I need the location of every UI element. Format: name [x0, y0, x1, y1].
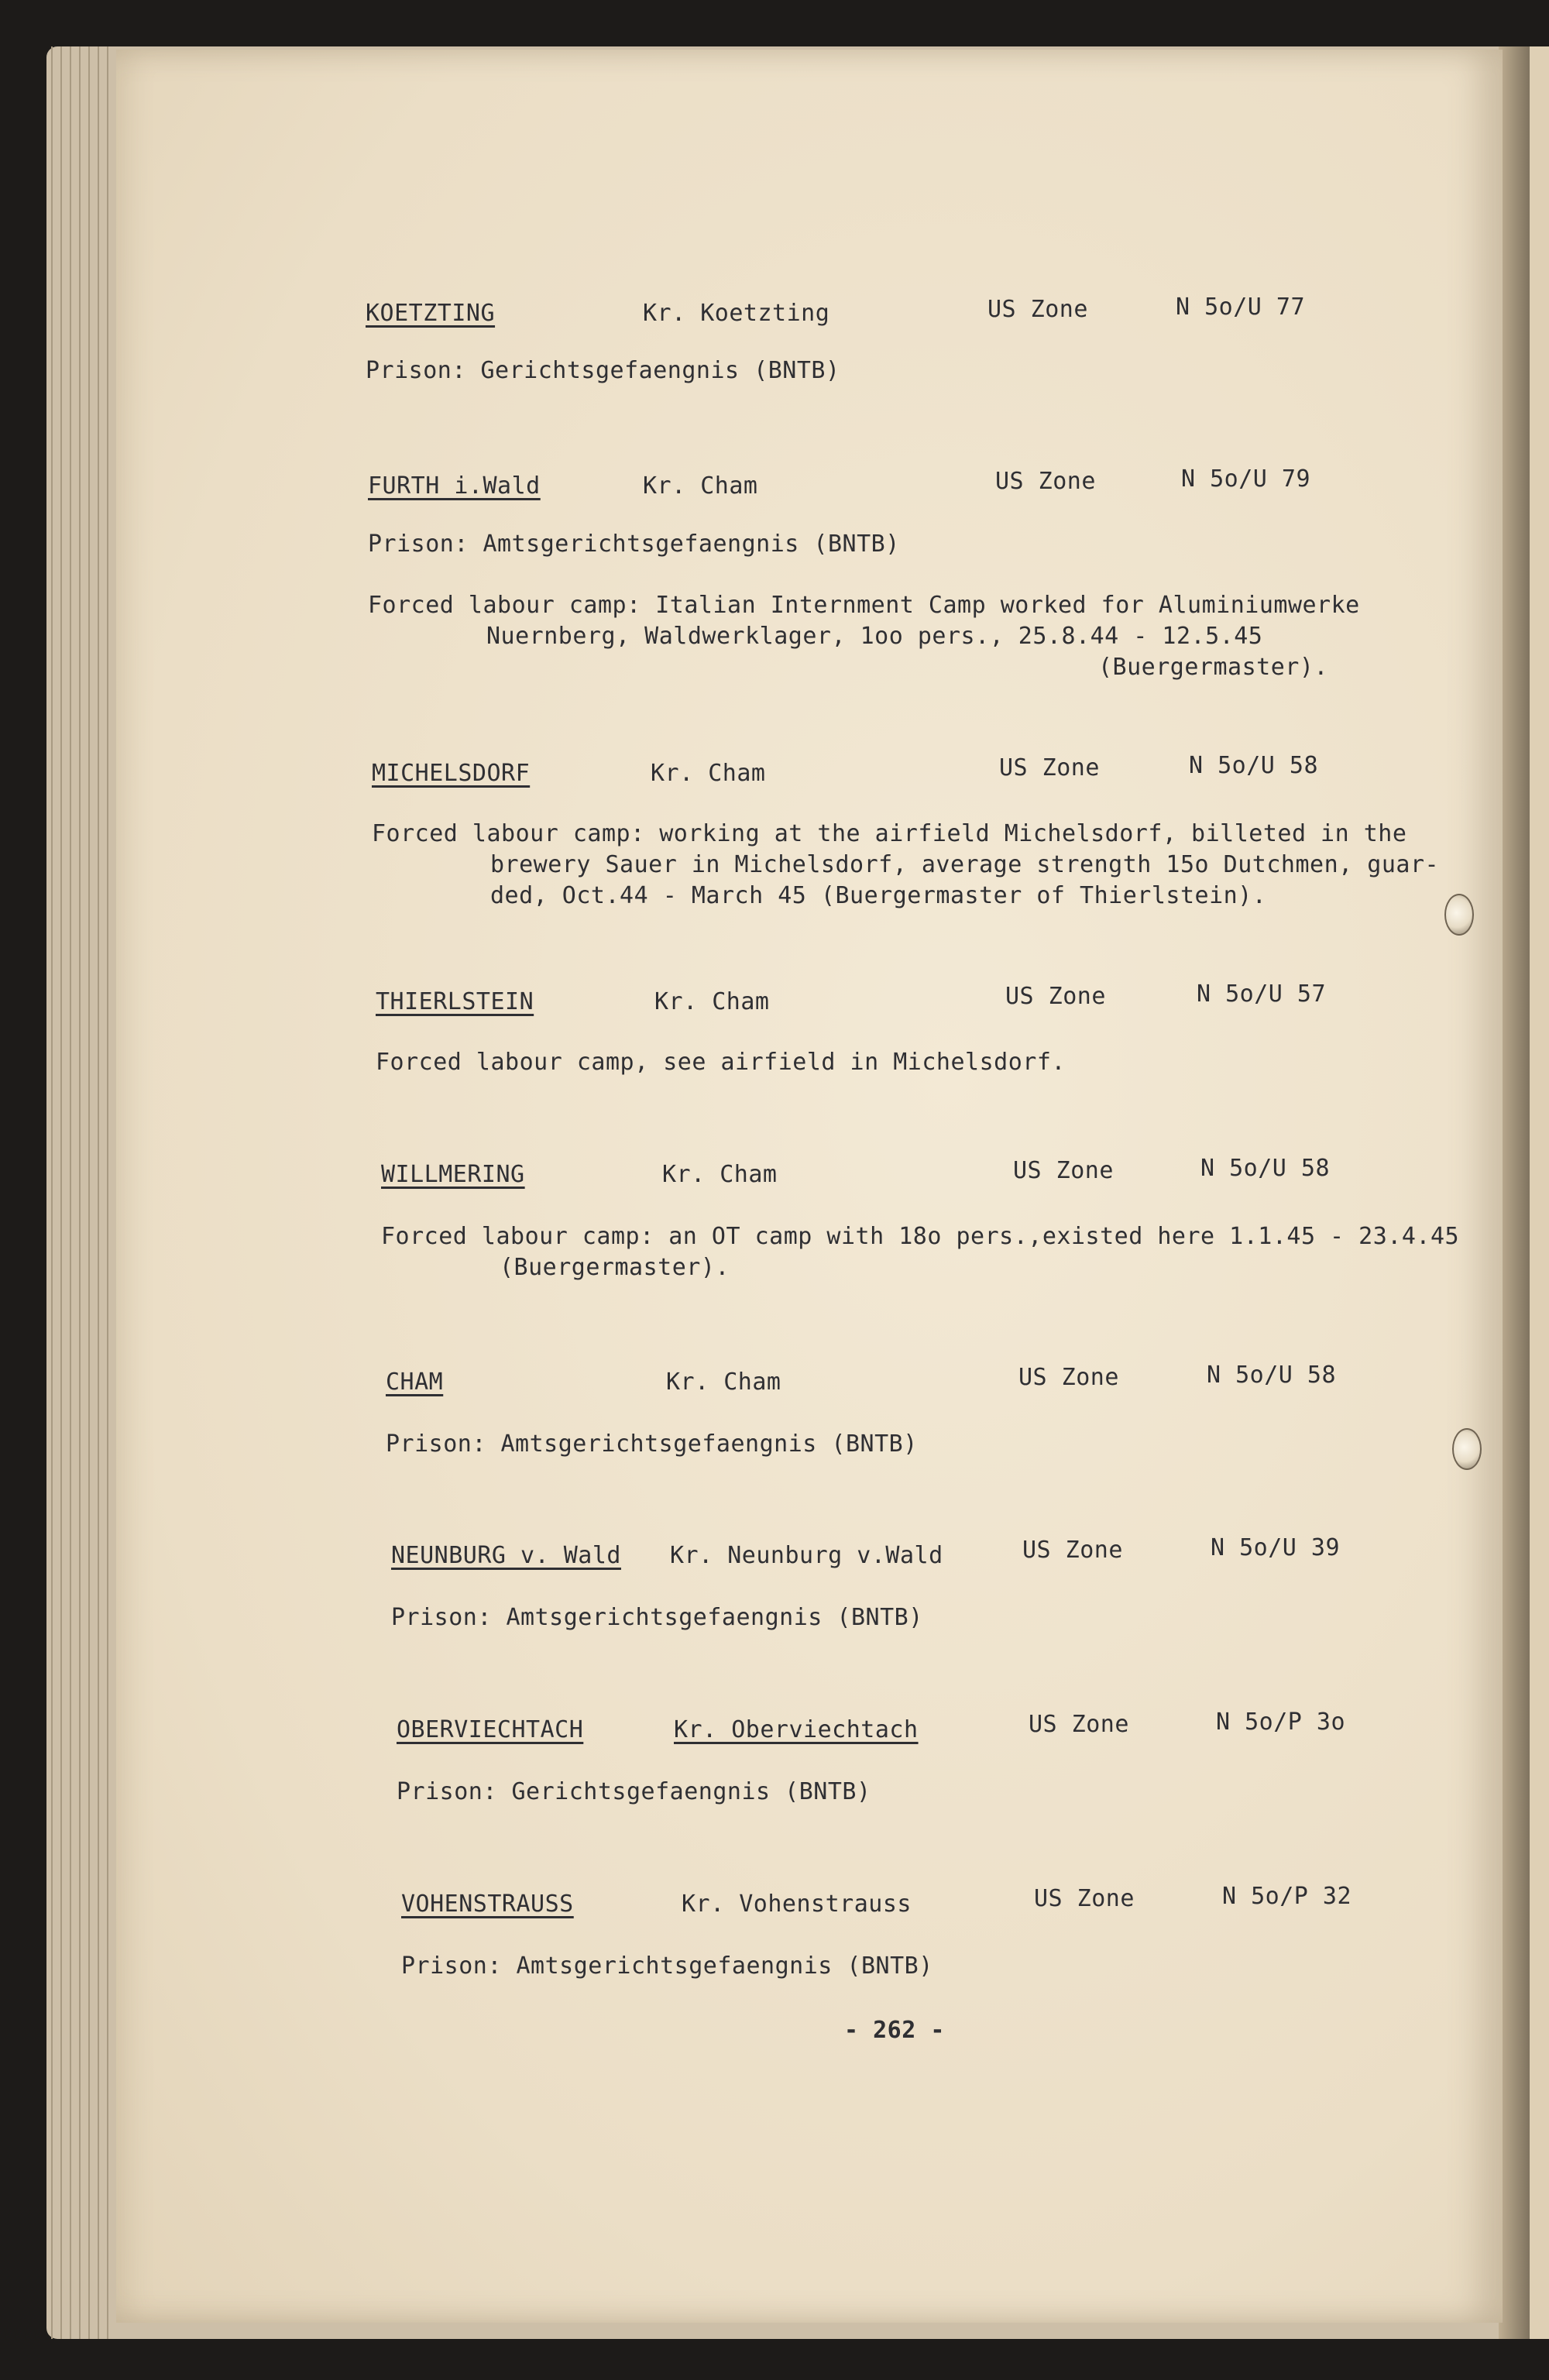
zone: US Zone: [1018, 1364, 1119, 1391]
zone: US Zone: [995, 468, 1096, 495]
zone: US Zone: [987, 296, 1088, 323]
map-reference: N 5o/U 57: [1197, 981, 1327, 1008]
district: Kr. Neunburg v.Wald: [670, 1542, 943, 1569]
district: Kr. Koetzting: [643, 300, 830, 327]
map-reference: N 5o/P 3o: [1216, 1709, 1346, 1736]
entry-line: ded, Oct.44 - March 45 (Buergermaster of Thierlstein).: [490, 882, 1267, 909]
map-reference: N 5o/U 58: [1207, 1362, 1337, 1389]
place-name: FURTH i.Wald: [368, 472, 541, 500]
district: Kr. Cham: [662, 1161, 778, 1188]
map-reference: N 5o/U 58: [1200, 1155, 1331, 1182]
map-reference: N 5o/P 32: [1222, 1883, 1352, 1910]
district: Kr. Cham: [643, 472, 758, 500]
punch-hole: [1444, 894, 1474, 936]
entry-line: Prison: Amtsgerichtsgefaengnis (BNTB): [368, 531, 900, 558]
district: Kr. Cham: [651, 760, 766, 787]
map-reference: N 5o/U 39: [1211, 1534, 1341, 1561]
document-page: [116, 50, 1503, 2323]
entry-line: Prison: Gerichtsgefaengnis (BNTB): [397, 1778, 871, 1805]
place-name: CHAM: [386, 1369, 444, 1396]
entry-line: brewery Sauer in Michelsdorf, average strength 15o Dutchmen, guar-: [490, 851, 1440, 878]
entry-line: Prison: Amtsgerichtsgefaengnis (BNTB): [401, 1952, 933, 1980]
map-reference: N 5o/U 79: [1181, 465, 1311, 493]
zone: US Zone: [1029, 1711, 1129, 1738]
entry-line: Prison: Amtsgerichtsgefaengnis (BNTB): [386, 1430, 918, 1458]
place-name: VOHENSTRAUSS: [401, 1891, 574, 1918]
punch-hole: [1452, 1428, 1482, 1470]
entry-line: Prison: Gerichtsgefaengnis (BNTB): [366, 357, 840, 384]
page-number: - 262 -: [844, 2017, 945, 2044]
entry-line: Forced labour camp, see airfield in Michelsdorf.: [376, 1049, 1066, 1076]
entry-line: (Buergermaster).: [500, 1254, 730, 1281]
district: Kr. Oberviechtach: [674, 1716, 919, 1743]
zone: US Zone: [999, 754, 1100, 781]
entry-line: (Buergermaster).: [1098, 654, 1328, 681]
place-name: KOETZTING: [366, 300, 496, 327]
entry-line: Forced labour camp: an OT camp with 18o pers.,existed here 1.1.45 - 23.4.45: [381, 1223, 1460, 1250]
zone: US Zone: [1013, 1157, 1114, 1184]
map-reference: N 5o/U 58: [1189, 752, 1319, 779]
book-gutter: [1499, 46, 1530, 2339]
facing-page-edge: [1530, 46, 1549, 2339]
district: Kr. Vohenstrauss: [682, 1891, 912, 1918]
place-name: WILLMERING: [381, 1161, 525, 1188]
place-name: THIERLSTEIN: [376, 988, 534, 1015]
district: Kr. Cham: [654, 988, 770, 1015]
zone: US Zone: [1034, 1885, 1135, 1912]
map-reference: N 5o/U 77: [1176, 294, 1306, 321]
zone: US Zone: [1005, 983, 1106, 1010]
entry-line: Forced labour camp: Italian Internment Camp worked for Aluminiumwerke: [368, 592, 1360, 619]
district: Kr. Cham: [666, 1369, 781, 1396]
place-name: NEUNBURG v. Wald: [391, 1542, 621, 1569]
place-name: MICHELSDORF: [372, 760, 531, 787]
entry-line: Prison: Amtsgerichtsgefaengnis (BNTB): [391, 1604, 923, 1631]
entry-line: Forced labour camp: working at the airfield Michelsdorf, billeted in the: [372, 820, 1407, 847]
zone: US Zone: [1022, 1537, 1123, 1564]
entry-line: Nuernberg, Waldwerklager, 1oo pers., 25.8.44 - 12.5.45: [486, 623, 1263, 650]
place-name: OBERVIECHTACH: [397, 1716, 584, 1743]
